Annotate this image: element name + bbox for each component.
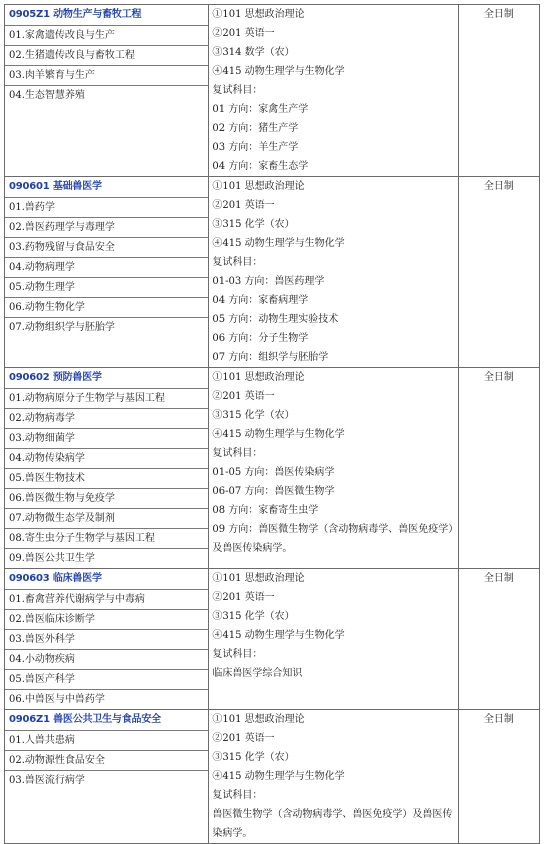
exam-subject: 复试科目：: [212, 649, 263, 660]
exam-subject: ①101 思想政治理论: [212, 573, 305, 584]
research-direction: 01.人兽共患病: [5, 730, 208, 750]
study-mode: 全日制: [483, 372, 514, 383]
exam-subject: ①101 思想政治理论: [212, 714, 305, 725]
research-direction: 04.动物病理学: [5, 257, 208, 277]
exam-subject: ④415 动物生理学与生物化学: [212, 630, 345, 641]
exam-subjects-cell: [209, 710, 458, 844]
research-direction: 03.药物残留与食品安全: [5, 237, 208, 257]
study-mode-cell: [458, 5, 539, 177]
research-direction: 06.中兽医与中兽药学: [5, 689, 208, 709]
study-mode-cell: [458, 710, 539, 844]
exam-subject: 复试科目：: [212, 790, 263, 801]
study-mode: 全日制: [483, 573, 514, 584]
study-mode: 全日制: [483, 181, 514, 192]
exam-subject: ①101 思想政治理论: [212, 181, 305, 192]
research-direction: 03.兽医外科学: [5, 629, 208, 649]
exam-subjects-cell: [209, 5, 458, 177]
exam-subject: 04 方向：家畜生态学: [212, 161, 309, 172]
exam-subject: 复试科目：: [212, 85, 263, 96]
exam-subject: ③314 数学（农）: [212, 47, 295, 58]
research-direction: 02.动物源性食品安全: [5, 750, 208, 770]
research-direction: 03.肉羊繁育与生产: [5, 65, 208, 85]
major-title: 090601 基础兽医学: [9, 181, 102, 192]
research-direction: 02.兽医临床诊断学: [5, 609, 208, 629]
research-direction: 03.动物细菌学: [5, 428, 208, 448]
research-direction: 01.兽药学: [5, 197, 208, 217]
exam-subject: ③315 化学（农）: [212, 752, 295, 763]
major-row: [5, 710, 540, 844]
exam-subject: ③315 化学（农）: [212, 219, 295, 230]
exam-subject: 兽医微生物学（含动物病毒学、兽医免疫学）及兽医传染病学。: [212, 809, 453, 839]
exam-subject: 06-07 方向：兽医微生物学: [212, 486, 335, 497]
research-direction: 03.兽医流行病学: [5, 770, 208, 790]
research-direction: 06.兽医微生物与免疫学: [5, 488, 208, 508]
major-row: [5, 368, 540, 569]
exam-subject: ④415 动物生理学与生物化学: [212, 238, 345, 249]
major-directions-cell: [5, 368, 209, 569]
major-row: [5, 5, 540, 177]
major-title: 0906Z1 兽医公共卫生与食品安全: [9, 714, 161, 725]
exam-subject: 04 方向：家畜病理学: [212, 295, 309, 306]
major-directions-cell: [5, 710, 209, 844]
exam-subject: 临床兽医学综合知识: [212, 668, 303, 679]
major-directions-cell: [5, 5, 209, 177]
exam-subject: 复试科目：: [212, 257, 263, 268]
major-row: [5, 569, 540, 710]
research-direction: 06.动物生物化学: [5, 297, 208, 317]
research-direction: 01.家禽遗传改良与生产: [5, 25, 208, 45]
enrollment-table: [4, 4, 540, 844]
exam-subject: ③315 化学（农）: [212, 611, 295, 622]
exam-subject: 08 方向：家畜寄生虫学: [212, 505, 319, 516]
exam-subject: 01-03 方向：兽医药理学: [212, 276, 325, 287]
major-directions-cell: [5, 569, 209, 710]
exam-subject: 01 方向：家禽生产学: [212, 104, 309, 115]
research-direction: 07.动物组织学与胚胎学: [5, 317, 208, 337]
research-direction: 04.小动物疾病: [5, 649, 208, 669]
exam-subject: ④415 动物生理学与生物化学: [212, 429, 345, 440]
exam-subject: ②201 英语一: [212, 391, 275, 402]
research-direction: 02.生猪遗传改良与畜牧工程: [5, 45, 208, 65]
research-direction: 01.动物病原分子生物学与基因工程: [5, 388, 208, 408]
research-direction: 07.动物微生态学及制剂: [5, 508, 208, 528]
research-direction: 04.生态智慧养殖: [5, 85, 208, 105]
study-mode-cell: [458, 368, 539, 569]
major-title: 090603 临床兽医学: [9, 573, 102, 584]
exam-subject: ②201 英语一: [212, 200, 275, 211]
exam-subjects-cell: [209, 368, 458, 569]
exam-subject: ④415 动物生理学与生物化学: [212, 66, 345, 77]
research-direction: 08.寄生虫分子生物学与基因工程: [5, 528, 208, 548]
study-mode: 全日制: [483, 714, 514, 725]
major-row: [5, 177, 540, 368]
research-direction: 05.动物生理学: [5, 277, 208, 297]
exam-subject: ③315 化学（农）: [212, 410, 295, 421]
exam-subject: 05 方向：动物生理实验技术: [212, 314, 339, 325]
exam-subject: ④415 动物生理学与生物化学: [212, 771, 345, 782]
exam-subject: 07 方向：组织学与胚胎学: [212, 352, 329, 363]
exam-subject: 02 方向：猪生产学: [212, 123, 299, 134]
exam-subjects-cell: [209, 569, 458, 710]
research-direction: 01.畜禽营养代谢病学与中毒病: [5, 589, 208, 609]
study-mode: 全日制: [483, 9, 514, 20]
research-direction: 02.兽医药理学与毒理学: [5, 217, 208, 237]
research-direction: 09.兽医公共卫生学: [5, 548, 208, 568]
major-title: 0905Z1 动物生产与畜牧工程: [9, 9, 142, 20]
research-direction: 05.兽医生物技术: [5, 468, 208, 488]
exam-subject: ②201 英语一: [212, 733, 275, 744]
exam-subject: 03 方向：羊生产学: [212, 142, 299, 153]
research-direction: 04.动物传染病学: [5, 448, 208, 468]
exam-subject: ②201 英语一: [212, 592, 275, 603]
exam-subject: 复试科目：: [212, 448, 263, 459]
major-directions-cell: [5, 177, 209, 368]
exam-subject: ①101 思想政治理论: [212, 372, 305, 383]
research-direction: 02.动物病毒学: [5, 408, 208, 428]
exam-subject: 06 方向：分子生物学: [212, 333, 309, 344]
research-direction: 05.兽医产科学: [5, 669, 208, 689]
exam-subject: ①101 思想政治理论: [212, 9, 305, 20]
exam-subject: 09 方向：兽医微生物学（含动物病毒学、兽医免疫学）及兽医传染病学。: [212, 524, 454, 554]
study-mode-cell: [458, 569, 539, 710]
exam-subject: 01-05 方向：兽医传染病学: [212, 467, 335, 478]
major-title: 090602 预防兽医学: [9, 372, 102, 383]
exam-subject: ②201 英语一: [212, 28, 275, 39]
exam-subjects-cell: [209, 177, 458, 368]
study-mode-cell: [458, 177, 539, 368]
